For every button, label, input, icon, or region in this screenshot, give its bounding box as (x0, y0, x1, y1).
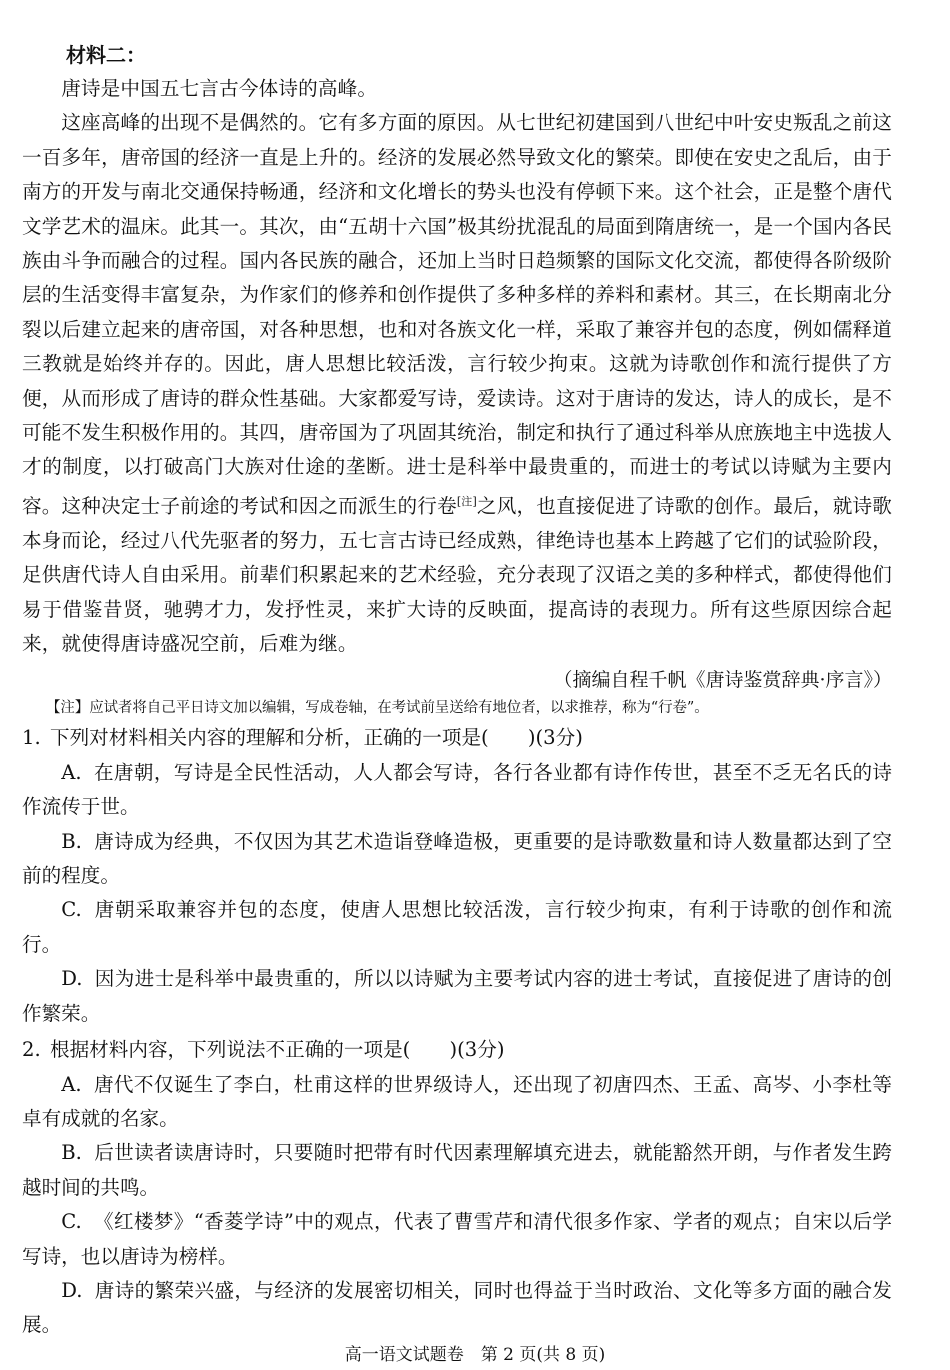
option-text: 唐代不仅诞生了李白，杜甫这样的世界级诗人，还出现了初唐四杰、王孟、高岑、小李杜等卓有成就的名家。 (22, 1072, 892, 1130)
option-label: D. (61, 1278, 83, 1302)
paragraph-intro: 唐诗是中国五七言古今体诗的高峰。 (61, 77, 378, 100)
option-label: A. (61, 1072, 82, 1096)
option-label: D. (61, 967, 83, 991)
option-text: 唐诗的繁荣兴盛，与经济的发展密切相关，同时也得益于当时政治、文化等多方面的融合发展。 (22, 1278, 892, 1337)
option-text: 因为进士是科举中最贵重的，所以以诗赋为主要考试内容的进士考试，直接促进了唐诗的创作繁荣。 (22, 967, 892, 1025)
option-label: B. (61, 829, 82, 853)
footnote: 【注】应试者将自己平日诗文加以编辑，写成卷轴，在考试前呈送给有地位者，以求推荐，称为“行卷”。 (46, 700, 709, 717)
option-1a (22, 756, 892, 825)
exam-page (22, 40, 892, 1343)
question-stem: 下列对材料相关内容的理解和分析，正确的一项是( )(3分) (50, 726, 583, 750)
source-citation: （摘编自程千帆《唐诗鉴赏辞典·序言》） (553, 669, 892, 692)
option-2b (22, 1136, 892, 1205)
option-label: C. (61, 898, 82, 922)
paragraph-body-part2: 之风，也直接促进了诗歌的创作。最后，就诗歌本身而论，经过八代先驱者的努力，五七言古诗已经成熟，律绝诗也基本上跨越了它们的试验阶段，足供唐代诗人自由采用。前辈们积累起来的艺术经验，充分表现了汉语之美的多种样式，都使得他们易于借鉴昔贤，驰骋才力，发抒性灵，来扩大诗的反映面，提高诗的表现力。所有这些原因综合起来，就使得唐诗盛况空前，后难为继。 (22, 494, 892, 656)
option-text: 后世读者读唐诗时，只要随时把带有时代因素理解填充进去，就能豁然开朗，与作者发生跨越时间的共鸣。 (22, 1141, 892, 1199)
question-number: 1. (22, 726, 41, 750)
option-label: A. (61, 760, 82, 784)
note-mark: [注] (456, 494, 477, 508)
option-text: 《红楼梦》“香菱学诗”中的观点，代表了曹雪芹和清代很多作家、学者的观点；自宋以后学写诗，也以唐诗为榜样。 (22, 1210, 892, 1268)
option-text: 唐诗成为经典，不仅因为其艺术造诣登峰造极，更重要的是诗歌数量和诗人数量都达到了空前的程度。 (22, 829, 892, 888)
option-1b (22, 825, 892, 894)
option-text: 在唐朝，写诗是全民性活动，人人都会写诗，各行各业都有诗作传世，甚至不乏无名氏的诗作流传于世。 (22, 760, 892, 819)
option-2d (22, 1274, 892, 1343)
option-1c (22, 893, 892, 962)
question-number: 2. (22, 1038, 41, 1062)
option-2a (22, 1068, 892, 1137)
option-label: B. (61, 1141, 82, 1165)
option-2c (22, 1205, 892, 1274)
page-footer: 高一语文试题卷 第 2 页(共 8 页) (344, 1345, 606, 1365)
question-stem: 根据材料内容，下列说法不正确的一项是( )(3分) (50, 1038, 505, 1062)
option-text: 唐朝采取兼容并包的态度，使唐人思想比较活泼，言行较少拘束，有利于诗歌的创作和流行。 (22, 898, 892, 956)
option-1d (22, 962, 892, 1031)
paragraph-body-part1: 这座高峰的出现不是偶然的。它有多方面的原因。从七世纪初建国到八世纪中叶安史叛乱之前这一百多年，唐帝国的经济一直是上升的。经济的发展必然导致文化的繁荣。即使在安史之乱后，由于南方的开发与南北交通保持畅通，经济和文化增长的势头也没有停顿下来。这个社会，正是整个唐代文学艺术的温床。此其一。其次，由“五胡十六国”极其纷扰混乱的局面到隋唐统一，是一个国内各民族由斗争而融合的过程。国内各民族的融合，还加上当时日趋频繁的国际文化交流，都使得各阶级阶层的生活变得丰富复杂，为作家们的修养和创作提供了多种多样的养料和素材。其三，在长期南北分裂以后建立起来的唐帝国，对各种思想，也和对各族文化一样，采取了兼容并包的态度，例如儒释道三教就是始终并存的。因此，唐人思想比较活泼，言行较少拘束。这就为诗歌创作和流行提供了方便，从而形成了唐诗的群众性基础。大家都爱写诗，爱读诗。这对于唐诗的发达，诗人的成长，是不可能不发生积极作用的。其四，唐帝国为了巩固其统治，制定和执行了通过科举从庶族地主中选拔人才的制度，以打破高门大族对仕途的垄断。进士是科举中最贵重的，而进士的考试以诗赋为主要内容。这种决定士子前途的考试和因之而派生的行卷 (22, 111, 892, 518)
paragraph-body (22, 106, 892, 661)
material-title: 材料二： (66, 43, 146, 67)
question-2 (22, 1033, 892, 1067)
question-1 (22, 721, 892, 755)
option-label: C. (61, 1210, 82, 1234)
